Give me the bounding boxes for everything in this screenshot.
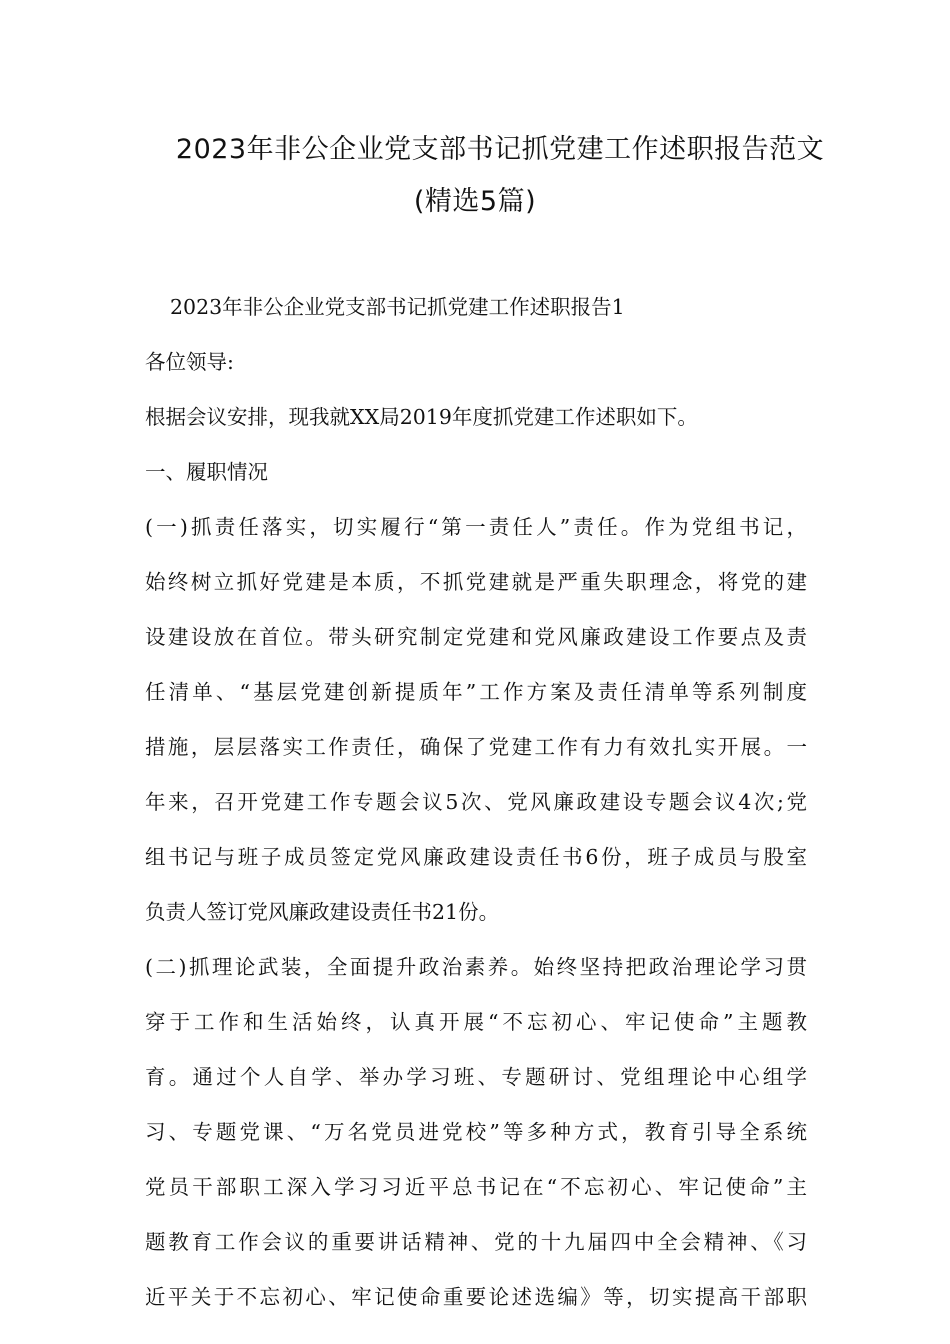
- text-line: 穿于工作和生活始终，认真开展“不忘初心、牢记使命”主题教: [145, 1010, 807, 1034]
- text-line: (一)抓责任落实，切实履行“第一责任人”责任。作为党组书记，: [145, 515, 807, 539]
- text-line: 根据会议安排，现我就XX局2019年度抓党建工作述职如下。: [145, 405, 698, 429]
- text-line: 党员干部职工深入学习习近平总书记在“不忘初心、牢记使命”主: [145, 1175, 807, 1199]
- text-line: 2023年非公企业党支部书记抓党建工作述职报告1: [170, 295, 625, 319]
- text-line: (二)抓理论武装，全面提升政治素养。始终坚持把政治理论学习贯: [145, 955, 807, 979]
- text-line: 育。通过个人自学、举办学习班、专题研讨、党组理论中心组学: [145, 1065, 807, 1089]
- text-line: 题教育工作会议的重要讲话精神、党的十九届四中全会精神、《习: [145, 1230, 807, 1254]
- text-line: 一、履职情况: [145, 460, 268, 484]
- text-line: 年来，召开党建工作专题会议5次、党风廉政建设专题会议4次;党: [145, 790, 807, 814]
- text-line: 各位领导:: [145, 350, 234, 374]
- text-line: 措施，层层落实工作责任，确保了党建工作有力有效扎实开展。一: [145, 735, 807, 759]
- document-body: [145, 280, 807, 1325]
- document-subtitle: (精选5篇): [413, 186, 537, 217]
- text-line: 习、专题党课、“万名党员进党校”等多种方式，教育引导全系统: [145, 1120, 807, 1144]
- text-line: 近平关于不忘初心、牢记使命重要论述选编》等，切实提高干部职: [145, 1285, 807, 1309]
- document-title: 2023年非公企业党支部书记抓党建工作述职报告范文: [175, 134, 825, 165]
- text-line: 始终树立抓好党建是本质，不抓党建就是严重失职理念，将党的建: [145, 570, 807, 594]
- text-line: 设建设放在首位。带头研究制定党建和党风廉政建设工作要点及责: [145, 625, 807, 649]
- text-line: 组书记与班子成员签定党风廉政建设责任书6份，班子成员与股室: [145, 845, 807, 869]
- text-line: 负责人签订党风廉政建设责任书21份。: [145, 900, 500, 924]
- text-line: 任清单、“基层党建创新提质年”工作方案及责任清单等系列制度: [145, 680, 807, 704]
